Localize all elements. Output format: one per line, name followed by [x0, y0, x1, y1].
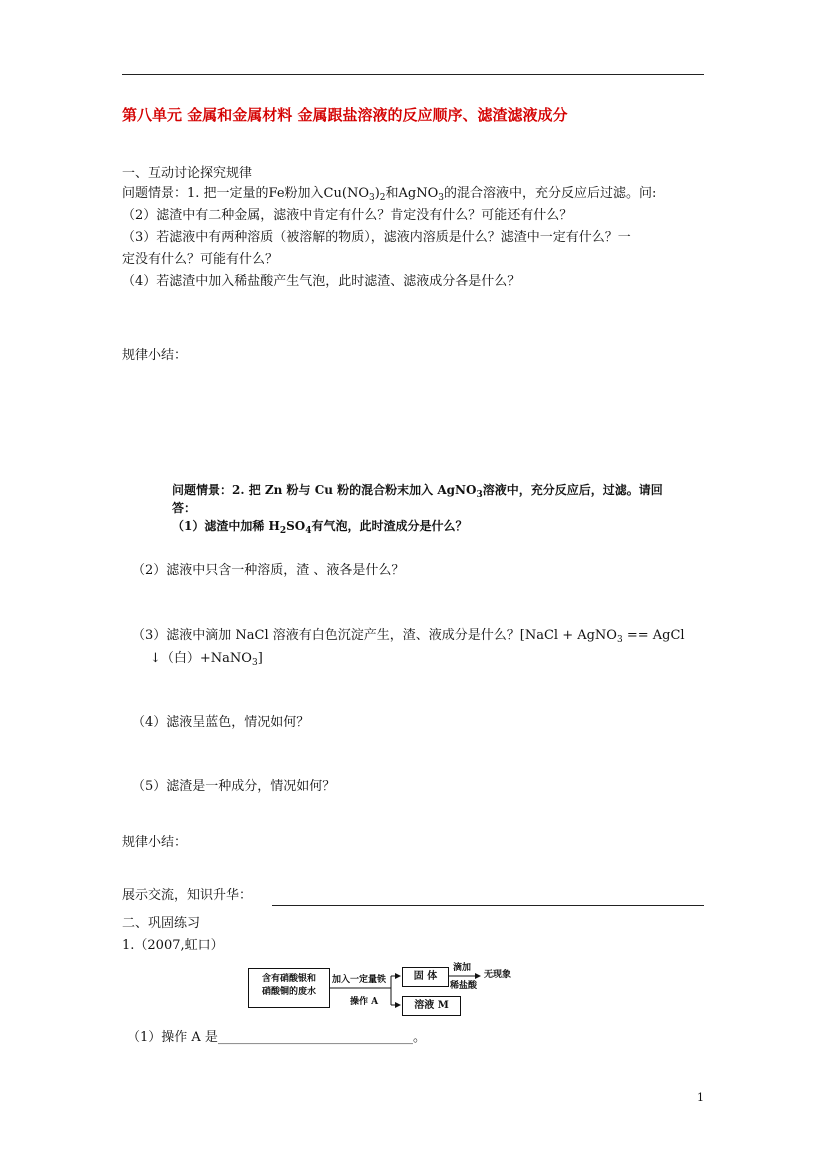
q2-3-line2-sub: 3: [251, 658, 258, 668]
q2-1-mid: SO: [286, 519, 306, 533]
q1-formula-cu: Cu(NO: [323, 186, 369, 201]
down-arrow-icon: ↓: [150, 651, 161, 666]
diagram-side-bottom-label: 稀盐酸: [450, 981, 478, 991]
q2-1-pre: （1）滤渣中加稀 H: [172, 519, 280, 533]
question1-part3-line2: 定没有什么？可能有什么？: [122, 252, 279, 267]
exercise-1-question1: [127, 1030, 426, 1046]
diagram-side-top-label: 滴加: [453, 963, 472, 973]
question1-part3-line1: （3）若滤液中有两种溶质（被溶解的物质），滤液内溶质是什么？滤渣中一定有什么？一: [122, 230, 631, 245]
q2-1-sub1: 2: [279, 526, 287, 536]
q2-3-post: == AgCl: [622, 628, 685, 643]
q1-formula-ag-sub: 3: [438, 193, 445, 203]
q2-text: 问题情景：2. 把 Zn 粉与 Cu 粉的混合粉末加入 AgNO: [172, 483, 477, 497]
question2-intro-line2: 答：: [172, 501, 197, 515]
q1-formula-sub: 3: [368, 193, 375, 203]
exercise-1-label: 1.（2007,虹口）: [122, 938, 224, 953]
diagram-result-label: 无现象: [484, 970, 512, 980]
section1-heading: 一、互动讨论探究规律: [122, 166, 253, 181]
section3-heading: 二、巩固练习: [122, 916, 201, 931]
diagram-solution-box: 溶液 M: [402, 996, 461, 1016]
q2-3-pre: （3）滤液中滴加 NaCl 溶液有白色沉淀产生，渣、液成分是什么？[NaCl + AgNO: [132, 628, 617, 643]
q2-3-line2-post: ]: [257, 651, 263, 666]
q3-1-pre: （1）操作 A 是: [127, 1030, 218, 1045]
q2-1-post: 有气泡，此时渣成分是什么？: [311, 519, 468, 533]
exchange-label: 展示交流，知识升华：: [122, 888, 253, 903]
q1-formula-ag: AgNO: [398, 186, 439, 201]
page-number: 1: [697, 1091, 704, 1104]
answer-blank[interactable]: ______________________________: [217, 1030, 413, 1045]
q2-text-end: 溶液中，充分反应后，过滤。请回: [482, 483, 663, 497]
question1-part4: （4）若滤渣中加入稀盐酸产生气泡，此时滤渣、滤液成分各是什么？: [122, 274, 521, 289]
diagram-arrow-bottom-label: 操作 A: [350, 997, 379, 1007]
question2-part5: （5）滤渣是一种成分，情况如何？: [132, 779, 336, 794]
document-title: 第八单元 金属和金属材料 金属跟盐溶液的反应顺序、滤渣滤液成分: [122, 106, 568, 124]
summary-label-2: 规律小结：: [122, 835, 188, 850]
q1-formula-close: ): [374, 186, 380, 201]
q1-text-post: 的混合溶液中，充分反应后过滤。问:: [444, 186, 657, 201]
diagram-arrow-top-label: 加入一定量铁: [332, 975, 387, 985]
q2-1-sub2: 4: [305, 526, 312, 536]
summary-label-1: 规律小结：: [122, 348, 188, 363]
q1-text-pre: 问题情景：1. 把一定量的Fe粉加入: [122, 186, 324, 201]
question2-part2: （2）滤液中只含一种溶质，渣 、液各是什么？: [132, 563, 405, 578]
q1-and: 和: [385, 186, 399, 201]
diagram-solid-box: 固 体: [402, 967, 449, 987]
diagram-source-box: 含有硝酸银和 硝酸铜的废水: [248, 968, 330, 1008]
question2-part4: （4）滤液呈蓝色，情况如何？: [132, 715, 310, 730]
q1-formula-sub2: 2: [379, 193, 386, 203]
q2-sub: 3: [476, 490, 483, 500]
q3-1-post: 。: [412, 1030, 426, 1045]
q2-3-line2-pre: （白）+NaNO: [160, 651, 252, 666]
question1-part2: （2）滤渣中有二种金属，滤液中肯定有什么？肯定没有什么？可能还有什么？: [122, 208, 573, 223]
q2-3-sub: 3: [616, 635, 623, 645]
